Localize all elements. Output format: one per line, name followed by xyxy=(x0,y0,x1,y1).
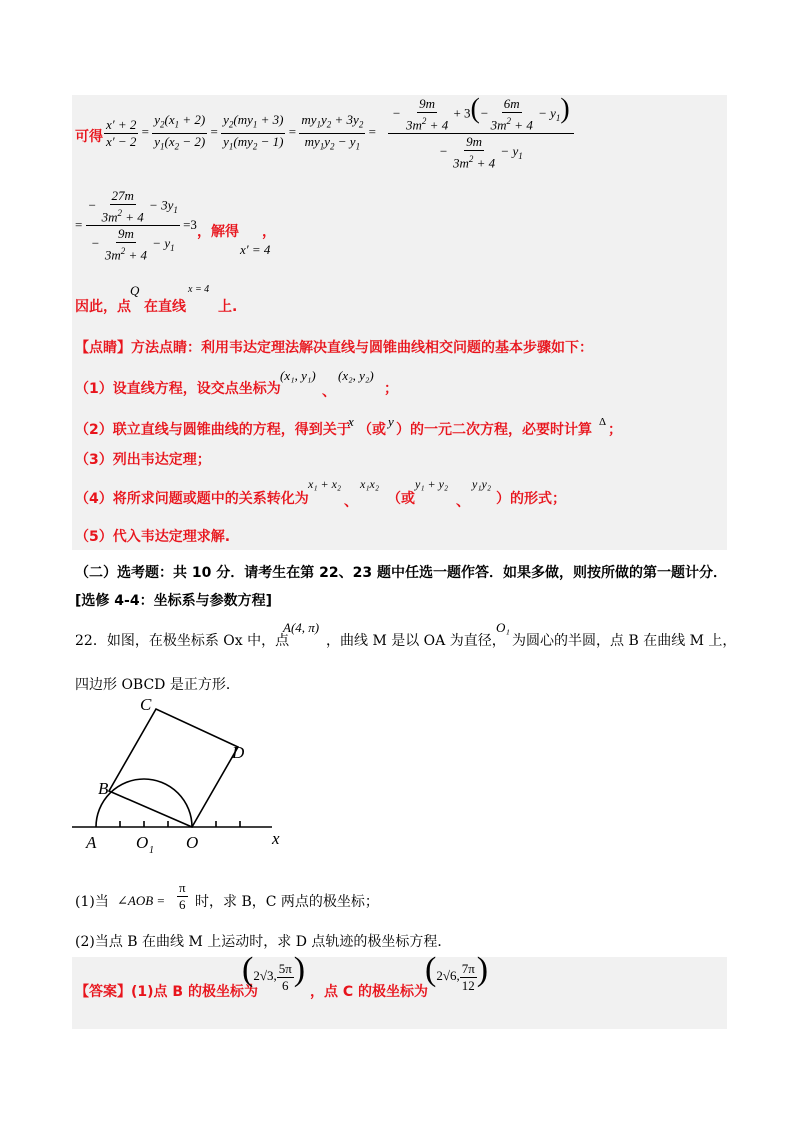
label-o: O xyxy=(186,833,199,852)
geometry-figure xyxy=(60,690,310,860)
answer-prefix: 【答案】(1)点 B 的极坐标为 xyxy=(75,984,258,1000)
tips-step1-end: ； xyxy=(384,381,398,397)
elective-heading: [选修 4-4：坐标系与参数方程] xyxy=(75,593,272,609)
square-obcd xyxy=(109,709,238,827)
tips-step2-prefix: （2）联立直线与圆锥曲线的方程，得到关于 xyxy=(75,422,351,438)
tips-step1-prefix: （1）设直线方程，设交点坐标为 xyxy=(75,381,281,397)
fraction-chain-big: − $\frac{9m}{3m^2 + 4}$ + 3(− $\frac{6m}{3m^2 + 4}$ − $y_1$) − $\frac{9m}{3m^2 + 4}$ − $y_1$ xyxy=(388,96,574,172)
point-a-coord: A(4, π) xyxy=(283,620,320,635)
label-x: x xyxy=(272,829,280,848)
tips-step4-sep: 、 xyxy=(344,494,358,510)
q1-angle: ∠AOB = xyxy=(117,893,166,908)
tips-step4-ysum: y₁ + y₂ xyxy=(415,477,449,491)
tips-step2-delta: Δ xyxy=(599,416,607,428)
label-c: C xyxy=(140,695,152,714)
tips-step4-or: （或 xyxy=(387,491,415,507)
label-o1-sub: 1 xyxy=(149,845,154,856)
o1-symbol: O₁ xyxy=(496,620,510,635)
q1-fraction: $\frac{\pi}{6}$ xyxy=(179,880,186,912)
conclusion-suffix: 上. xyxy=(218,299,238,315)
tips-step2-y: y xyxy=(388,414,394,429)
label-b: B xyxy=(98,779,109,798)
eq-3: =3 xyxy=(183,216,197,232)
q1-suffix: 时，求 B，C 两点的极坐标； xyxy=(195,894,379,910)
jiede-label: ，解得 xyxy=(197,224,239,240)
point-q: Q xyxy=(130,283,140,298)
tips-step4-sum: x₁ + x₂ xyxy=(308,477,342,491)
tips-step2-mid: ）的一元二次方程，必要时计算 xyxy=(396,422,592,438)
tips-step1-sep: 、 xyxy=(322,384,336,400)
keyi-label: 可得 xyxy=(75,129,103,145)
section-heading: （二）选考题：共 10 分．请考生在第 22、23 题中任选一题作答．如果多做，则按所做的第一题计分． xyxy=(75,565,727,581)
tips-step4-yprod: y₁y₂ xyxy=(472,477,491,491)
tips-step1-p2: (x₂, y₂) xyxy=(338,368,374,383)
tips-step2-x: x xyxy=(348,414,354,429)
conclusion-prefix: 因此，点 xyxy=(75,299,131,315)
tips-step2-end: ； xyxy=(608,422,622,438)
conclusion-mid: 在直线 xyxy=(144,299,186,315)
answer-b-coord: (2√3, $\frac{5\pi}{6}$ ) xyxy=(242,951,306,993)
tips-step4-end: ）的形式； xyxy=(496,491,566,507)
line-eq: x = 4 xyxy=(188,284,210,295)
tips-step1-p1: (x₁, y₁) xyxy=(280,368,316,383)
tips-step4-prefix: （4）将所求问题或题中的关系转化为 xyxy=(75,491,309,507)
problem-line1-b: ，曲线 M 是以 OA 为直径， xyxy=(326,633,506,649)
problem-line1-a: 22．如图，在极坐标系 Ox 中，点 xyxy=(75,633,290,649)
fraction-chain-1: $\frac{x' + 2}{x' - 2}$ = $\frac{y_2(x_1 + 2)}{y_1(x_2 - 2)}$ = $\frac{y_2(my_1 + 3)}{y_1(my_2 - 1)}$ = $\frac{my_1y_2 + 3y_2}{my_1y_2 - y_1}$ = xyxy=(106,112,376,152)
tips-step5: （5）代入韦达定理求解. xyxy=(75,529,231,545)
q1-prefix: (1)当 xyxy=(75,894,109,910)
problem-line1-c: 为圆心的半圆，点 B 在曲线 M 上， xyxy=(512,633,737,649)
xprime-eq: x′ = 4 xyxy=(240,242,271,257)
tips-step3: （3）列出韦达定理； xyxy=(75,452,211,468)
label-o1: O xyxy=(136,833,149,852)
tips-step4-prod: x₁x₂ xyxy=(360,477,379,491)
fraction-chain-2: = − $\frac{27m}{3m^2 + 4}$ − $3y_1$ − $\frac{9m}{3m^2 + 4}$ − $y_1$ =3 xyxy=(75,188,197,263)
tips-step4-sep2: 、 xyxy=(456,494,470,510)
tips-title: 【点睛】方法点睛：利用韦达定理法解决直线与圆锥曲线相交问题的基本步骤如下： xyxy=(75,340,593,356)
q2-text: (2)当点 B 在曲线 M 上运动时，求 D 点轨迹的极坐标方程． xyxy=(75,934,452,950)
label-d: D xyxy=(232,743,245,762)
tips-step2-or: （或 xyxy=(358,422,386,438)
label-a: A xyxy=(86,833,97,852)
answer-c-coord: (2√6, $\frac{7\pi}{12}$ ) xyxy=(425,951,489,993)
comma-label: ， xyxy=(262,224,276,240)
answer-mid: ，点 C 的极坐标为 xyxy=(310,984,429,1000)
semicircle-m xyxy=(96,779,192,827)
problem-line2: 四边形 OBCD 是正方形． xyxy=(75,677,240,693)
